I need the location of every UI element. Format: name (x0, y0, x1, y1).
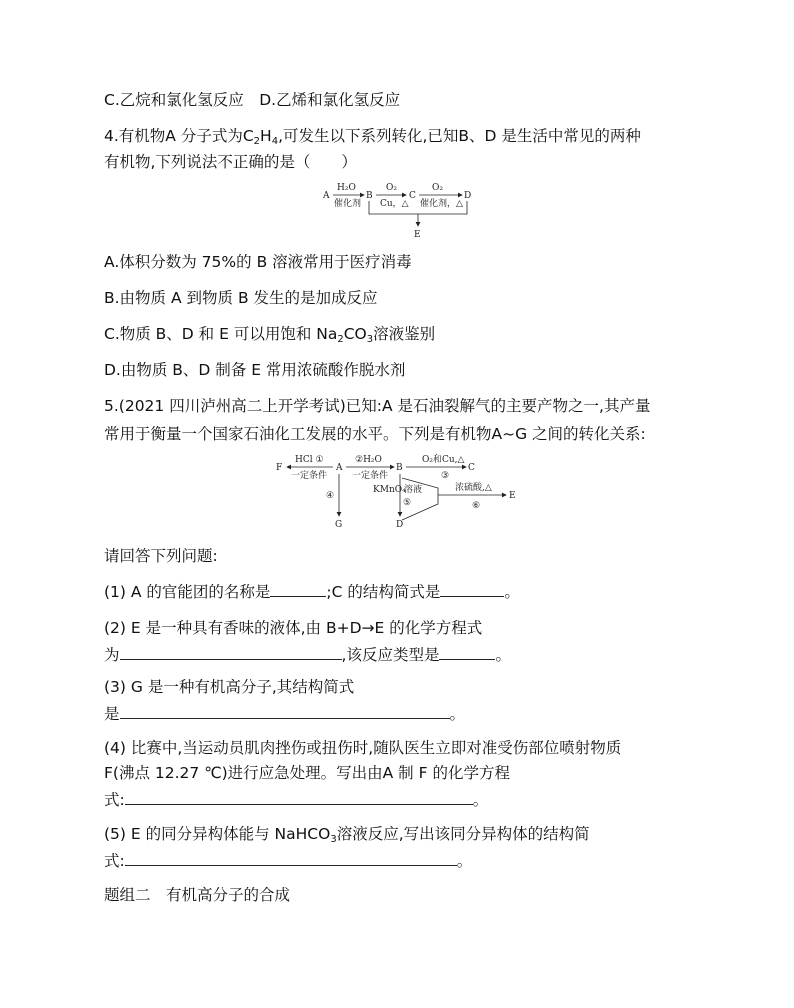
q5-sub2-line1: (2) E 是一种具有香味的液体,由 B+D→E 的化学方程式 (104, 619, 483, 637)
diagram-label: ④ (326, 491, 335, 501)
diagram-label: KMnO₄ (373, 485, 406, 495)
option-text: C.物质 B、D 和 E 可以用饱和 Na (104, 325, 338, 343)
sub-question-text: ;C 的结构简式是 (326, 583, 441, 601)
sub-question-text: 。 (504, 583, 520, 601)
q5-sub2-line2 (104, 645, 511, 665)
answer-blank[interactable] (120, 704, 450, 719)
q5-sub4-line1: (4) 比赛中,当运动员肌肉挫伤或扭伤时,随队医生立即对准受伤部位喷射物质 (104, 739, 622, 757)
sub-question-text: 溶液反应,写出该同分异构体的结构简 (336, 825, 590, 843)
answer-blank[interactable] (120, 645, 342, 660)
q4-option-b: B.由物质 A 到物质 B 发生的是加成反应 (104, 289, 378, 307)
q5-sub1 (104, 582, 520, 602)
diagram-label: 一定条件 (352, 471, 389, 481)
diagram-node-a: A (336, 463, 343, 473)
diagram-label: ②H₂O (355, 455, 382, 465)
answer-blank[interactable] (125, 851, 457, 866)
diagram-node-d: D (464, 191, 472, 201)
diagram-label: Cu，△ (380, 199, 409, 209)
sub-question-text: 式: (104, 791, 125, 809)
q4-conversion-diagram (0, 180, 794, 240)
answer-blank[interactable] (440, 582, 504, 597)
diagram-node-c: C (468, 463, 475, 473)
sub-question-text: 是 (104, 705, 120, 723)
q5-prompt: 请回答下列问题: (104, 547, 218, 565)
option-text: 溶液鉴别 (373, 325, 436, 343)
option-text: CO (343, 325, 367, 343)
sub-question-text: (5) E 的同分异构体能与 NaHCO (104, 825, 331, 843)
q4-text: 4.有机物A 分子式为C (104, 127, 254, 145)
sub-question-text: 为 (104, 646, 120, 664)
diagram-label: O₂ (386, 183, 397, 193)
answer-blank[interactable] (439, 645, 495, 660)
diagram-label: 一定条件 (291, 471, 328, 481)
subscript: 3 (366, 334, 374, 345)
diagram-label: ⑥ (472, 501, 481, 511)
answer-blank[interactable] (270, 582, 326, 597)
diagram-label: 催化剂，△ (420, 199, 463, 209)
diagram-node-e: E (509, 491, 516, 501)
diagram-label: O₂ (432, 183, 443, 193)
sub-question-text: 。 (495, 646, 511, 664)
q5-sub5-line2 (104, 851, 472, 871)
diagram-label: 催化剂 (334, 199, 362, 209)
diagram-label: 溶液 (404, 485, 423, 495)
diagram-label: O₂和Cu,△ (422, 455, 465, 465)
diagram-node-b: B (366, 191, 373, 201)
diagram-node-b: B (396, 463, 403, 473)
q4-stem-line1 (104, 126, 641, 146)
sub-question-text: (1) A 的官能团的名称是 (104, 583, 271, 601)
q4-option-d: D.由物质 B、D 制备 E 常用浓硫酸作脱水剂 (104, 361, 406, 379)
diagram-label: 浓硫酸,△ (455, 483, 492, 493)
diagram-label: HCl ① (295, 455, 324, 465)
diagram-node-f: F (276, 463, 283, 473)
section-title: 题组二 有机高分子的合成 (104, 886, 291, 904)
sub-question-text: 式: (104, 852, 125, 870)
diagram-label: H₂O (337, 183, 356, 193)
diagram-node-d: D (396, 520, 404, 530)
diagram-node-g: G (335, 520, 343, 530)
q5-stem-line2: 常用于衡量一个国家石油化工发展的水平。下列是有机物A~G 之间的转化关系: (104, 425, 646, 443)
subscript: 4 (271, 136, 279, 147)
q4-text: H (260, 127, 272, 145)
q4-text: ,可发生以下系列转化,已知B、D 是生活中常见的两种 (278, 127, 641, 145)
diagram-node-a: A (323, 191, 330, 201)
diagram-node-e: E (414, 230, 421, 240)
sub-question-text: ,该反应类型是 (341, 646, 440, 664)
sub-question-text: 。 (456, 852, 473, 870)
diagram-node-c: C (409, 191, 416, 201)
q4-stem-line2: 有机物,下列说法不正确的是（ ） (104, 153, 357, 171)
q5-sub3-line2 (104, 704, 465, 724)
q5-conversion-diagram (0, 452, 794, 532)
q5-stem-line1: 5.(2021 四川泸州高二上开学考试)已知:A 是石油裂解气的主要产物之一,其产量 (104, 397, 651, 415)
options-prev: C.乙烷和氯化氢反应 D.乙烯和氯化氢反应 (104, 91, 401, 109)
sub-question-text: 。 (472, 791, 489, 809)
answer-blank[interactable] (125, 790, 473, 805)
q5-sub4-line3 (104, 790, 488, 810)
diagram-label: ③ (441, 471, 450, 481)
q4-option-c (104, 324, 435, 344)
subscript: 3 (330, 834, 337, 845)
q4-option-a: A.体积分数为 75%的 B 溶液常用于医疗消毒 (104, 253, 412, 271)
subscript: 2 (253, 136, 261, 147)
subscript: 2 (337, 334, 344, 345)
q5-sub4-line2: F(沸点 12.27 ℃)进行应急处理。写出由A 制 F 的化学方程 (104, 764, 510, 782)
q5-sub5-line1 (104, 824, 590, 844)
diagram-label: ⑤ (403, 498, 412, 508)
q5-sub3-line1: (3) G 是一种有机高分子,其结构简式 (104, 678, 355, 696)
sub-question-text: 。 (449, 705, 466, 723)
